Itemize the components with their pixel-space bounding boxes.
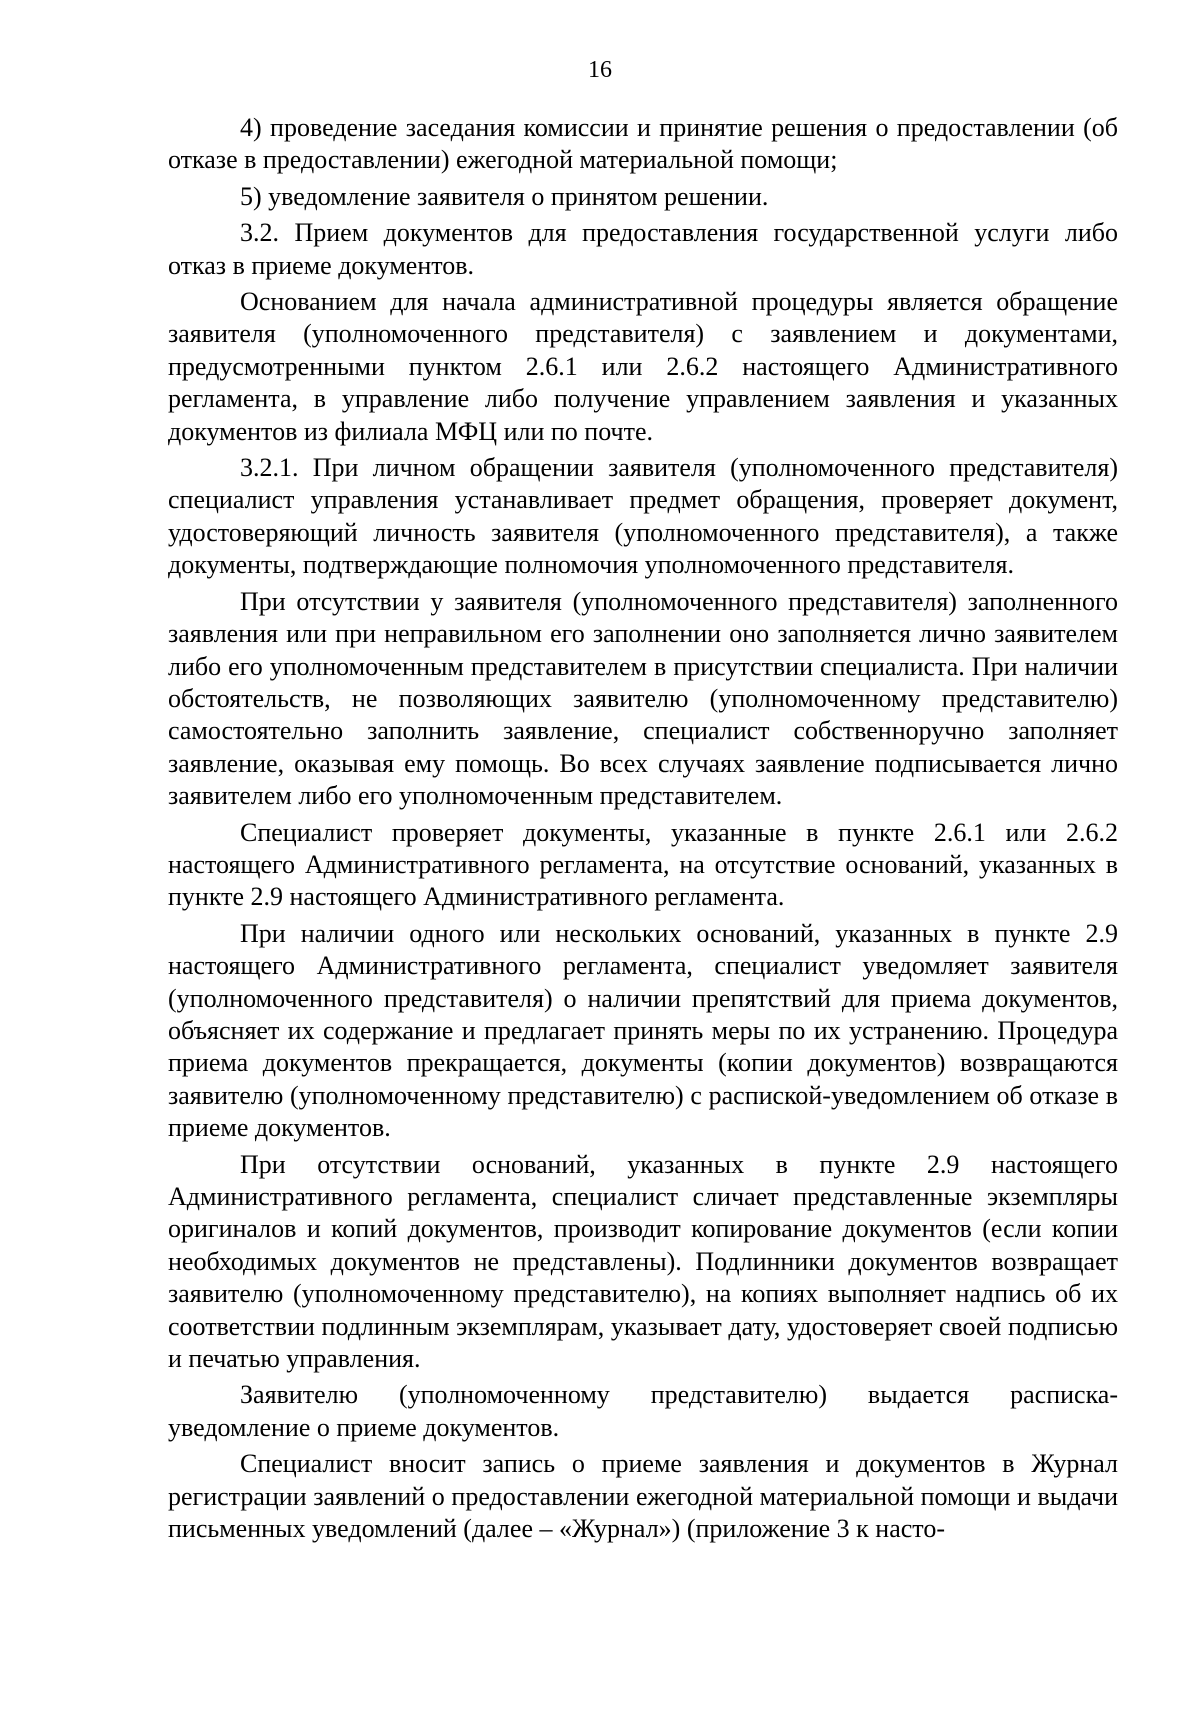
paragraph-section-3-2: 3.2. Прием документов для предоставления государственной услуги либо отказ в приеме документов. [168, 218, 1118, 280]
paragraph-receipt: Заявителю (уполномоченному представителю) выдается расписка-уведомление о приеме документов. [168, 1380, 1118, 1442]
document-body [168, 112, 1118, 1549]
page-number: 16 [588, 57, 612, 83]
paragraph-item-4: 4) проведение заседания комиссии и принятие решения о предоставлении (об отказе в предоставлении) ежегодной материальной помощи; [168, 113, 1118, 175]
paragraph-item-5: 5) уведомление заявителя о принятом решении. [240, 181, 769, 211]
paragraph-refusal-grounds: При наличии одного или нескольких оснований, указанных в пункте 2.9 настоящего Административного регламента, специалист уведомляет заявителя (уполномоченного представителя) о наличии препятствий для приема документов, объясняет их содержание и предлагает принять меры по их устранению. Процедура приема документов прекращается, документы (копии документов) возвращаются заявителю (уполномоченному представителю) с распиской-уведомлением об отказе в приеме документов. [168, 918, 1118, 1143]
paragraph-section-3-2-1: 3.2.1. При личном обращении заявителя (уполномоченного представителя) специалист управления устанавливает предмет обращения, проверяет документ, удостоверяющий личность заявителя (уполномоченного представителя), а также документы, подтверждающие полномочия уполномоченного представителя. [168, 453, 1118, 580]
paragraph-no-grounds: При отсутствии оснований, указанных в пункте 2.9 настоящего Административного регламента, специалист сличает представленные экземпляры оригиналов и копий документов, производит копирование документов (если копии необходимых документов не представлены). Подлинники документов возвращает заявителю (уполномоченному представителю), на копиях выполняет надпись об их соответствии подлинным экземплярам, указывает дату, удостоверяет своей подписью и печатью управления. [168, 1149, 1118, 1374]
paragraph-journal-entry: Специалист вносит запись о приеме заявления и документов в Журнал регистрации заявлений о предоставлении ежегодной материальной помощи и выдачи письменных уведомлений (далее – «Журнал») (приложение 3 к насто- [168, 1449, 1118, 1544]
paragraph-basis: Основанием для начала административной процедуры является обращение заявителя (уполномоченного представителя) с заявлением и документами, предусмотренными пунктом 2.6.1 или 2.6.2 настоящего Административного регламента, в управление либо получение управлением заявления и указанных документов из филиала МФЦ или по почте. [168, 287, 1118, 446]
paragraph-application-filling: При отсутствии у заявителя (уполномоченного представителя) заполненного заявления или при неправильном его заполнении оно заполняется лично заявителем либо его уполномоченным представителем в присутствии специалиста. При наличии обстоятельств, не позволяющих заявителю (уполномоченному представителю) самостоятельно заполнить заявление, специалист собственноручно заполняет заявление, оказывая ему помощь. Во всех случаях заявление подписывается лично заявителем либо его уполномоченным представителем. [168, 586, 1118, 811]
paragraph-document-check: Специалист проверяет документы, указанные в пункте 2.6.1 или 2.6.2 настоящего Административного регламента, на отсутствие оснований, указанных в пункте 2.9 настоящего Административного регламента. [168, 817, 1118, 912]
